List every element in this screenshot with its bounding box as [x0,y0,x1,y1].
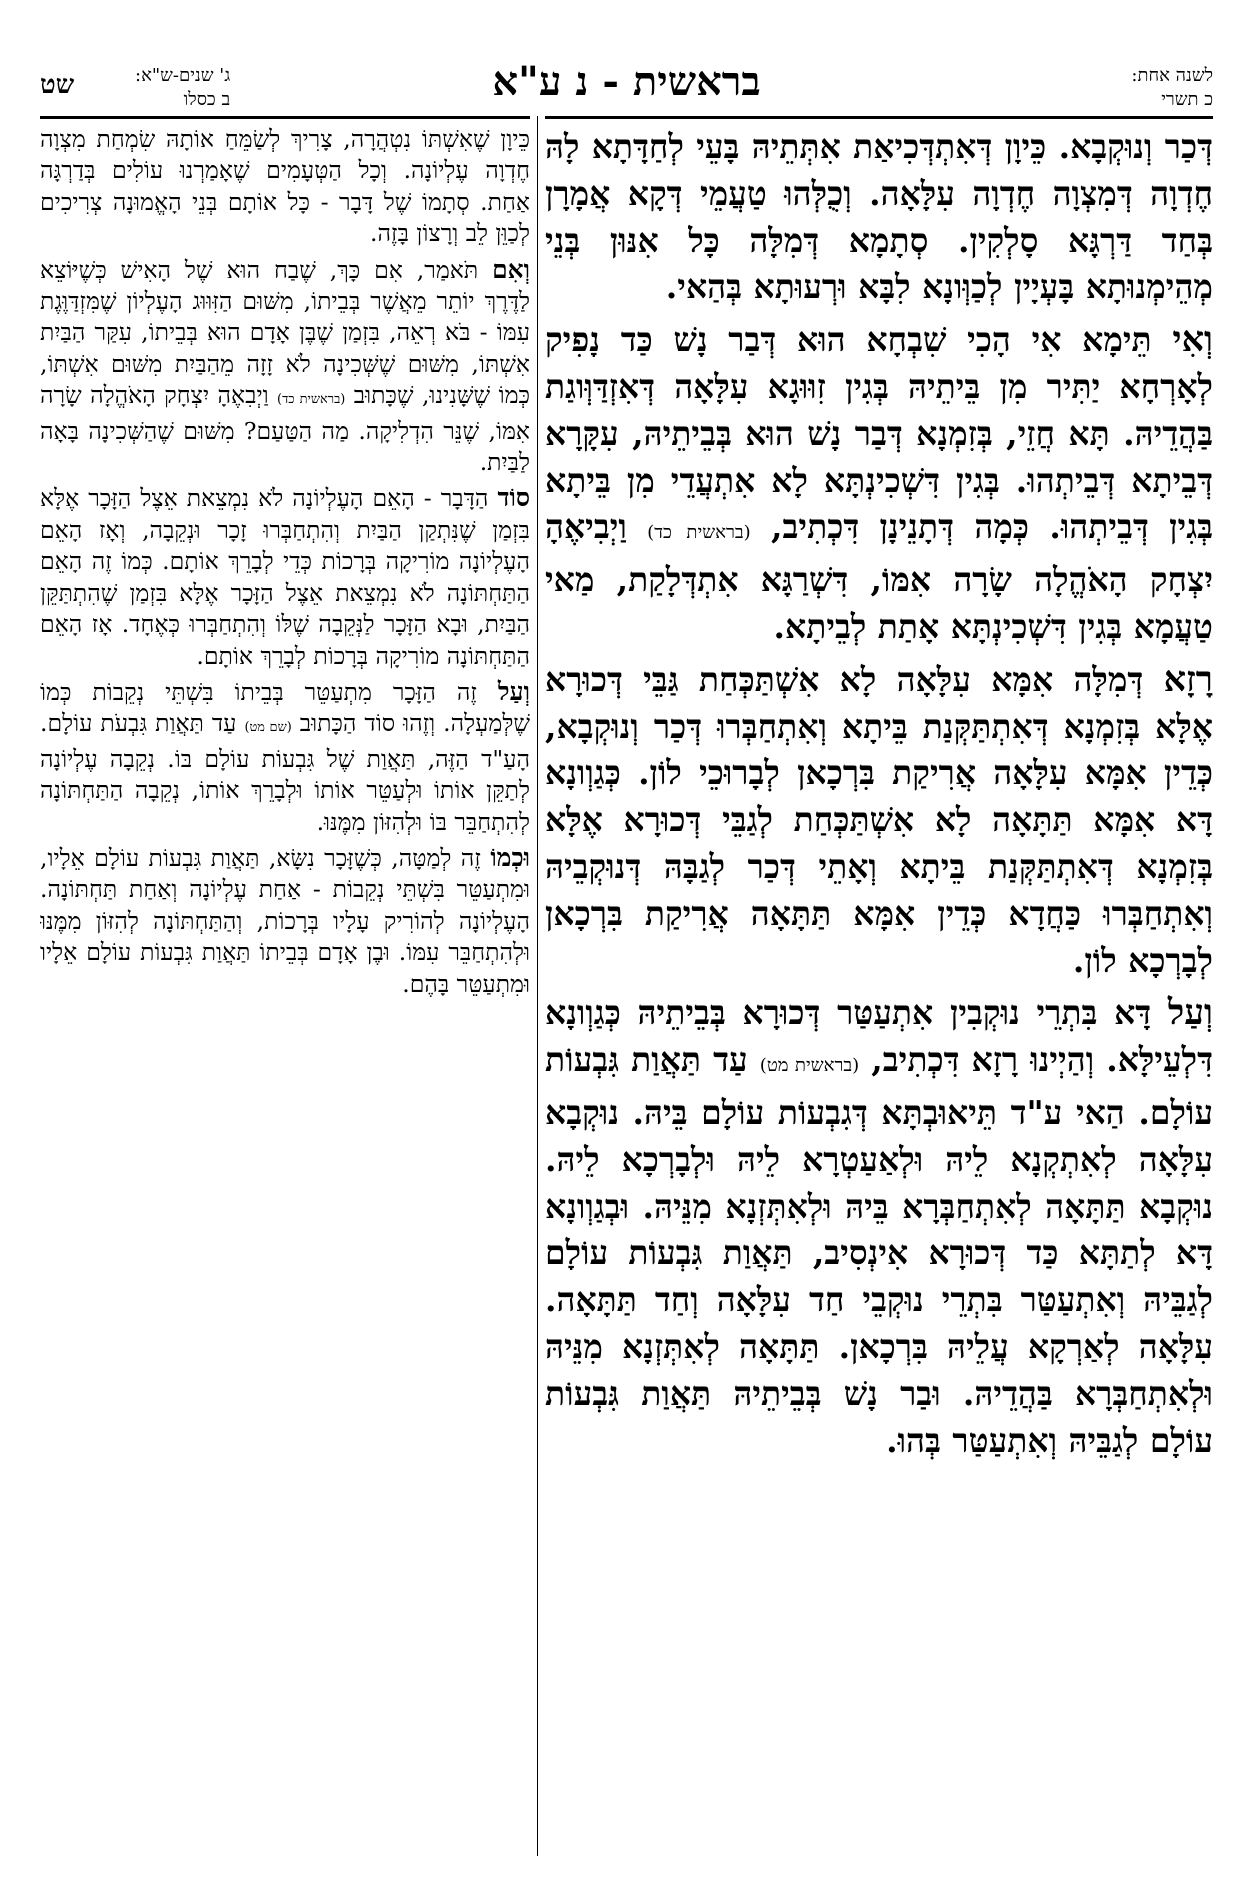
side-paragraph-text: כֵּיוָן שֶׁאִשְׁתּוֹ נִטְהֲרָה, צָרִיךְ לְשַׂמֵּחַ אוֹתָהּ שִׂמְחַת מִצְוָה חֶדְוָה עֶלְיוֹנָה. וְכָל הַטְּעָמִים שֶׁאָמַרְנוּ עוֹלִים בְּדַרְגָּה אַחַת. סְתָמוֹ שֶׁל דָּבָר - כָּל אוֹתָם בְּנֵי הָאֱמוּנָה צְרִיכִים לְכַוֵּן לֵב וְרָצוֹן בָּזֶה. [40,125,530,248]
verse-reference: (בראשית כד) [647,522,751,544]
header-right-line2: כ תשרי [1161,89,1213,110]
main-paragraph-text: דְּכַר וְנוּקְבָא. כֵּיוָן דְּאִתְדְּכִיאַת אִתְּתֵיהּ בָּעֵי לְחַדָּתָא לָהּ חֶדְוָה דְּמִצְוָה חֶדְוָה עִלָּאָה. וְכֻלְּהוּ טַעֲמֵי דְּקָא אֲמָרָן בְּחַד דַּרְגָּא סָלְקִין. סְתָמָא דְּמִלָּה כָּל אִנּוּן בְּנֵי מְהֵימְנוּתָא בָּעְיָין לְכַוְּונָא לִבָּא וּרְעוּתָא בְּהַאי. [545,127,1213,307]
side-paragraph [40,676,530,838]
header-left-line2: ב כסלו [183,89,231,110]
main-paragraph-text: דָּא בִּתְרֵי נוּקְבִין אִתְעַטַּר דְּכוּרָא בְּבֵיתֵיהּ כְּגַוְונָא דִּלְעֵילָּא. וְהַיְינוּ רָזָא דִּכְתִיב, [545,993,1213,1080]
verse-reference: (בראשית כד) [277,392,346,408]
page-number: שט [40,70,75,100]
header-rule-side [40,116,530,119]
paragraph-lead-word: וְעַל [497,676,530,706]
paragraph-lead-word: וְעַל [1167,992,1213,1034]
main-paragraph [545,657,1213,985]
paragraph-lead-word: סוֹד [497,483,530,513]
main-text-column [545,124,1213,1859]
paragraph-lead-word: וְאִם [492,254,530,284]
side-paragraph-text: זֶה לְמַטָּה, כְּשֶׁזָּכָר נִשָּׂא, תַּאֲוַת גִּבְעוֹת עוֹלָם אֵלָיו, וּמִתְעַטֵּר בִּשְׁתֵּי נְקֵבוֹת - אַחַת עֶלְיוֹנָה וְאַחַת תַּחְתּוֹנָה. הָעֶלְיוֹנָה לְהוֹרִיק עָלָיו בְּרָכוֹת, וְהַתַּחְתּוֹנָה לְהִזּוֹן מִמֶּנּוּ וּלְהִתְחַבֵּר עִמּוֹ. וּבֶן אָדָם בְּבֵיתוֹ תַּאֲוַת גִּבְעוֹת עוֹלָם אֵלָיו וּמִתְעַטֵּר בָּהֶם. [40,843,530,998]
side-paragraph [40,124,530,250]
side-paragraph [40,482,530,671]
paragraph-lead-word: וְאִי [1172,319,1213,361]
header-left-note [135,64,230,112]
side-paragraph-text: זֶה הַזָּכָר מִתְעַטֵּר בְּבֵיתוֹ בִּשְׁתֵּי נְקֵבוֹת כְּמוֹ שֶׁלְּמַעְלָה. וְזֶהוּ סוֹד הַכָּתוּב [40,677,530,738]
column-separator [537,116,538,1856]
side-paragraph-text-cont: עַד תַּאֲוַת גִּבְעֹת עוֹלָם. הָעַ"ד הַזֶּה, תַּאֲוַת שֶׁל גִּבְעוֹת עוֹלָם בּוֹ. נְקֵבָה עֶלְיוֹנָה לְתַקֵּן אוֹתוֹ וּלְעַטֵּר אוֹתוֹ וּלְבָרֵךְ אוֹתוֹ, נְקֵבָה הַתַּחְתּוֹנָה לְהִתְחַבֵּר בּוֹ וּלְהִזּוֹן מִמֶּנּוּ. [40,709,530,836]
side-paragraph [40,254,530,479]
side-paragraph-text: הַדָּבָר - הָאֵם הָעֶלְיוֹנָה לֹא נִמְצֵאת אֵצֶל הַזָּכָר אֶלָּא בִּזְמַן שֶׁנִּתְקַן הַבַּיִת וְהִתְחַבְּרוּ זָכָר וּנְקֵבָה, וְאָז הָאֵם הָעֶלְיוֹנָה מוֹרִיקָה בְּרָכוֹת כְּדֵי לְבָרֵךְ אוֹתָם. כְּמוֹ זֶה הָאֵם הַתַּחְתּוֹנָה לֹא נִמְצֵאת אֵצֶל הַזָּכָר אֶלָּא בִּזְמַן שֶׁהִתְתַּקֵּן הַבַּיִת, וּבָא הַזָּכָר לַנְּקֵבָה שֶׁלּוֹ וְהִתְחַבְּרוּ כְּאֶחָד. אָז הָאֵם הַתַּחְתּוֹנָה מוֹרִיקָה בְּרָכוֹת לְבָרֵךְ אוֹתָם. [40,484,530,670]
side-paragraph-text: תֹּאמַר, אִם כָּךְ, שֶׁבַח הוּא שֶׁל הָאִישׁ כְּשֶׁיּוֹצֵא לַדֶּרֶךְ יוֹתֵר מֵאֲשֶׁר בְּבֵיתוֹ, מִשּׁוּם הַזִּוּוּג הָעֶלְיוֹן שֶׁמִּזְדַּוֶּגֶת עִמּוֹ - בֹּא רְאֵה, בִּזְמַן שֶׁבֶּן אָדָם הוּא בְּבֵיתוֹ, עִקַּר הַבַּיִת אִשְׁתּוֹ, מִשּׁוּם שֶׁשְּׁכִינָה לֹא זָזָה מֵהַבַּיִת מִשּׁוּם אִשְׁתּוֹ, כְּמוֹ שֶׁשָּׁנִינוּ, שֶׁכָּתוּב [40,255,530,410]
header-right-line1: לשנה אחת: [1131,65,1213,86]
main-paragraph-text-cont: וַיְבִיאֶהָ יִצְחָק הָאֹהֱלָה שָׂרָה אִמּוֹ, דִּשְׁרַגָּא אִתְדְּלָקַת, מַאי טַעֲמָא בְּגִין דִּשְׁכִינְתָּא אָתַת לְבֵיתָא. [545,507,1213,646]
translation-column [40,124,530,1859]
verse-reference: (שם מט) [244,720,292,736]
main-paragraph [545,317,1213,651]
main-paragraph-text: דְּמִלָּה אִמָּא עִלָּאָה לָא אִשְׁתַּכְּחַת גַּבֵּי דְּכוּרָא אֶלָּא בְּזִמְנָא דְּאִתְתַּקְּנַת בֵּיתָא וְאִתְחַבְּרוּ דְּכַר וְנוּקְבָא, כְּדֵין אִמָּא עִלָּאָה אֲרִיקַת בִּרְכָאן לְבָרוּכֵי לוֹן. כְּגַוְונָא דָּא אִמָּא תַּתָּאָה לָא אִשְׁתַּכְּחַת לְגַבֵּי דְּכוּרָא אֶלָּא בְּזִמְנָא דְּאִתְתַּקְּנַת בֵּיתָא וְאָתֵי דְּכַר לְגַבָּהּ דְּנוּקְבֵיהּ וְאִתְחַבְּרוּ כַּחֲדָא כְּדֵין אִמָּא תַּתָּאָה אֲרִיקַת בִּרְכָאן לְבָרְכָא לוֹן. [545,659,1213,980]
page-header [40,56,1213,116]
side-paragraph-text-cont: וַיְבִאֶהָ יִצְחָק הָאֹהֱלָה שָׂרָה אִמּוֹ, שֶׁנֵּר הִדְלִיקָה. מַה הַטַּעַם? מִשּׁוּם שֶׁהַשְּׁכִינָה בָּאָה לַבַּיִת. [40,381,530,477]
side-paragraph [40,842,530,1000]
header-left-line1: ג' שנים-ש"א: [135,65,231,86]
header-rule-main [545,116,1213,119]
page-title: בראשית - נ ע"א [492,58,761,105]
paragraph-lead-word: רָזָא [1163,658,1213,700]
main-paragraph-text: תֵּימָא אִי הָכִי שִׁבְחָא הוּא דְּבַר נָשׁ כַּד נָפִיק לְאָרְחָא יַתִּיר מִן בֵּיתֵיהּ בְּגִין זִוּוּגָא עִלָּאָה דְּאִזְדַּוְּוגַת בַּהֲדֵיהּ. תָּא חֲזֵי, בְּזִמְנָא דְּבַר נָשׁ הוּא בְּבֵיתֵיהּ, עִקָּרָא דְּבֵיתָא דְּבֵיתְהוּ. בְּגִין דִּשְׁכִינְתָּא לָא אִתְעֲדֵי מִן בֵּיתָא בְּגִין דְּבֵיתְהוּ. כְּמָה דְּתָנֵינָן דִּכְתִיב, [545,320,1213,547]
main-paragraph [545,124,1213,311]
verse-reference: (בראשית מט) [759,1055,860,1077]
main-paragraph-text-cont: עַד תַּאֲוַת גִּבְעוֹת עוֹלָם. הַאי ע"ד תֵּיאוּבְתָּא דְּגִבְעוֹת עוֹלָם בֵּיהּ. נוּקְבָא עִלָּאָה לְאִתְקְנָא לֵיהּ וּלְאַעַטְרָא לֵיהּ וּלְבָרְכָא לֵיהּ. נוּקְבָא תַּתָּאָה לְאִתְחַבְּרָא בֵּיהּ וּלְאִתְּזְנָא מִנֵּיהּ. וּבְגַוְונָא דָּא לְתַתָּא כַּד דְּכוּרָא אִינְסִיב, תַּאֲוַת גִּבְעוֹת עוֹלָם לְגַבֵּיהּ וְאִתְעַטַּר בִּתְרֵי נוּקְבֵי חַד עִלָּאָה וְחַד תַּתָּאָה. עִלָּאָה לְאַרְקָא עֲלֵיהּ בִּרְכָאן. תַּתָּאָה לְאִתְּזְנָא מִנֵּיהּ וּלְאִתְחַבְּרָא בַּהֲדֵיהּ. וּבַר נָשׁ בְּבֵיתֵיהּ תַּאֲוַת גִּבְעוֹת עוֹלָם לְגַבֵּיהּ וְאִתְעַטַּר בְּהוּ. [545,1040,1213,1460]
main-paragraph [545,990,1213,1464]
paragraph-lead-word: וּכְמוֹ [490,842,530,872]
